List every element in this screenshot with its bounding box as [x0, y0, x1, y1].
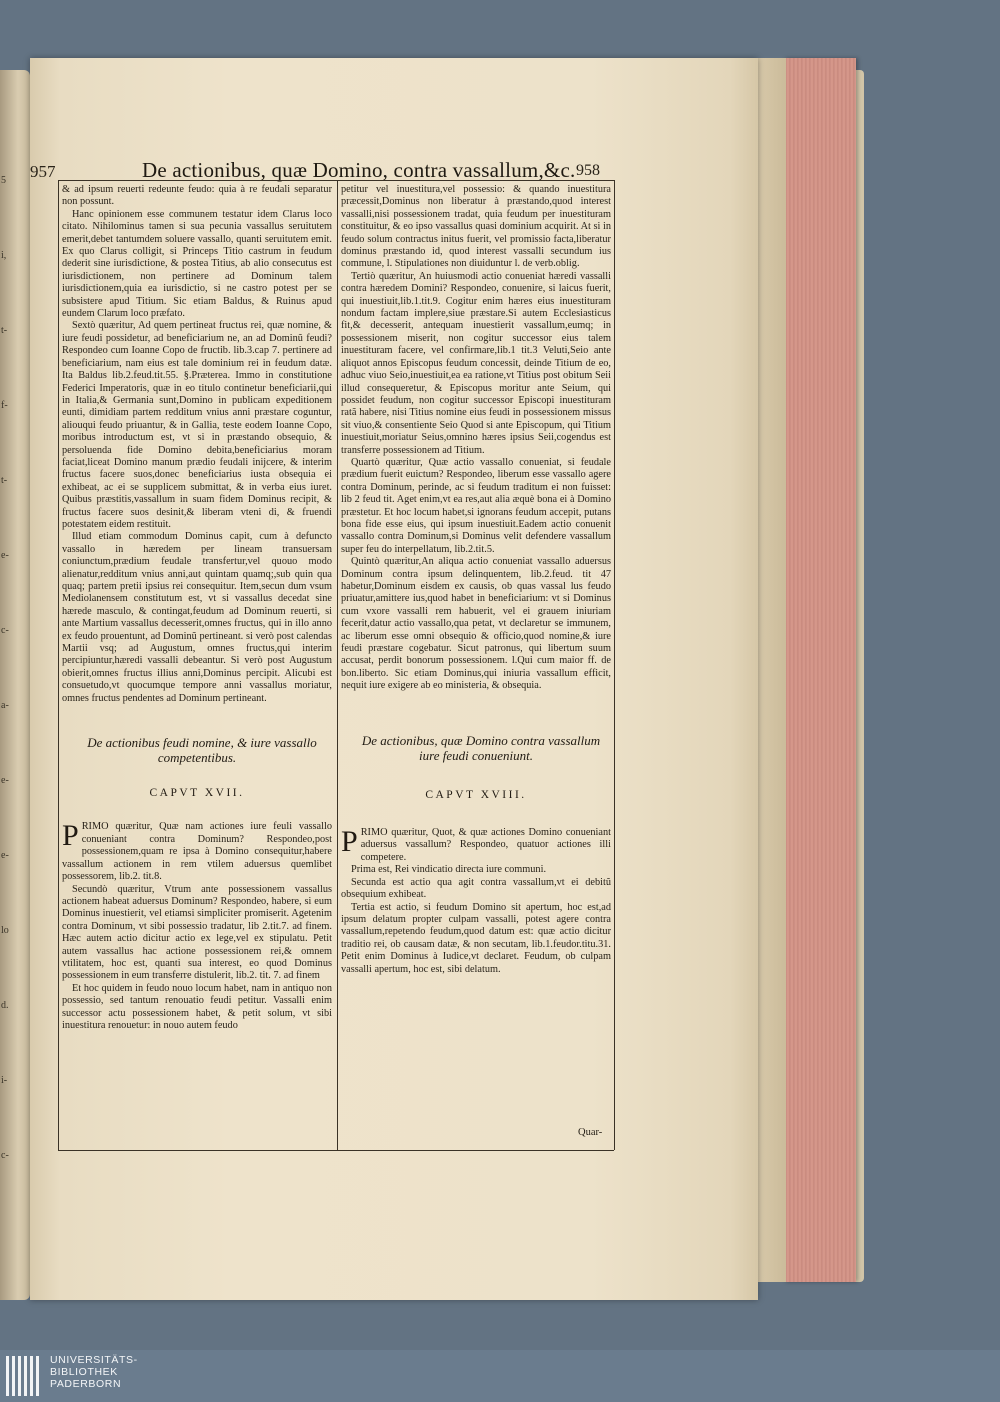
left-text-column [62, 184, 332, 1032]
edge-fragment: 5 [1, 175, 6, 186]
paragraph: Secunda est actio qua agit contra vassallum,vt ei debitũ obsequium exhibeat. [341, 876, 611, 901]
page-stack [758, 58, 786, 1282]
paragraph: Quintò quæritur,An aliqua actio conueniat vassallo aduersus Dominum contra ipsum delinquentem, lib.2.feud. tit 47 habetur,Dominum eisdem ex causis, ob quas vassal lus feudo priuatur,amittere ius,quod habet in beneficiarium: vt si Dominus cum vxore vassalli rem habuerit, vel ei grauem iniuriam fecerit,datur actio vassallo,qua petat, vt declaretur se immunem, ac liberum esse omni obsequio & officio,quod nomine,& iure feudi præstare cogebatur. Sicut patronus, qui libertum suum accusat, perdit bonorum possessionem. l.Qui cum maior ff. de bon.liberto. Sic etiam Dominus,qui iniuria vassallum efficit, nequit iure exigere ab eo ministeria, & obsequia. [341, 556, 611, 692]
right-text-column [341, 184, 611, 976]
paragraph: Hanc opinionem esse communem testatur idem Clarus loco citato. Nihilominus tamen si sua pecunia vassallus seruitutem emerit,debet tantumdem soluere vassallo, quanti seruitutem emit. Ex quo Clarus colligit, si Princeps Titio castrum in feudum dederit sine iurisdictione, & postea Titius, ab alio consecutus est iurisdictionem, non pertinere ad Dominum talem iurisdictionem,quia ea iurisdictio, si ne castro potest per se subsistere apud Titium. Sic etiam Baldus, & Ruinus apud eundem Clarum loco præfato. [62, 208, 332, 320]
edge-fragment: f- [1, 400, 8, 411]
column-rule-left [58, 180, 59, 1150]
edge-fragment: t- [1, 325, 8, 336]
paragraph: Tertia est actio, si feudum Domino sit apertum, hoc est,ad ipsum delatum propter culpam vassalli, potest agere contra vassallum,repetendo feudum,quod datum est: quæ actio dicitur traditio rei, ob causam datæ, & non secutam, lib.1.feudor.titu.31. Petit enim Dominus à Iudice,vt declaret. Feudum, ob culpam vassalli apertum, hoc est, sibi delatum. [341, 901, 611, 975]
catchword: Quar- [578, 1127, 603, 1138]
logo-line: UNIVERSITÄTS- [50, 1354, 138, 1366]
paragraph: petitur vel inuestitura,vel possessio: & quando inuestitura præcessit,Dominus non liberatur à præstando,quod interest vassalli,nisi possessionem tradat, quia feudum per inuestituram constituitur, & eo ipso vassallus quasi dominium acquirit. At si in feudo solum contractus initus fuerit, vel promissio facta,liberatur dominus præstando id, quod interest vassalli secundum ius commune, l. Stipulationes non diuiduntur l. de verb.oblig. [341, 184, 611, 270]
column-rule-middle [337, 180, 338, 1150]
library-footer-bar [0, 1350, 1000, 1402]
section-heading: De actionibus feudi nomine, & iure vassallo competentibus. [87, 735, 317, 766]
column-rule-right [614, 180, 615, 1150]
paragraph: Et hoc quidem in feudo nouo locum habet, nam in antiquo non possessio, sed tantum renouatio feudi petitur. Vassalli enim successor actu possessionem habet, & petit solum, vt sibi inuestitura renouetur: in nouo autem feudo [62, 982, 332, 1031]
logo-line: PADERBORN [50, 1378, 122, 1390]
paragraph: RIMO quæritur, Quæ nam actiones iure feuli vassallo conueniant contra Dominum? Respondeo,post possessionem,quam re ipsa à Domino consequitur,habere vassallum actionem in rem vtilem aduersus quemlibet possessorem, lib.2. tit.8. [62, 821, 332, 883]
edge-fragment: lo [1, 925, 9, 936]
paragraph: Tertiò quæritur, An huiusmodi actio conueniat hæredi vassalli contra hæredem Domini? Respondeo, conuenire, si laicus fuerit, qui inuestiuit,lib.1.tit.9. Cogitur enim hæres eius inuestituram nondum factam implere,siue præstare.Si autem Ecclesiasticus fit,& decesserit, antequam inuestierit vassallum,eumq; in possessionem miserit, non cogitur successor eius talem inuestituram facere, vel confirmare,lib.1 tit.3 Veluti,Seio ante aliquot annos Episcopus feudum concessit, deinde Titium de eo, adhuc viuo Seio,inuestiuit,ea ea ratione,vt Titius post obitum Seii illud consequeretur, & Episcopus moritur ante Seium, qui possidet feudum, non cogitur successor Episcopi inuestituram ratã habere, nisi Titius nomine eius feudi in possessionem missus sit viuo,& consentiente Seio Quod si ante Episcopum, qui Titium inuestiuit,moriatur Seius,omnino hæres ipsius Seii,cogendus est transferre possessionem ad Titium. [341, 270, 611, 456]
previous-page-edge [0, 70, 30, 1300]
folio-number-right: 958 [576, 162, 600, 179]
paragraph: Illud etiam commodum Dominus capit, cum à defuncto vassallo in hæredem per lineam transuersam coniunctum,prædium feudale transfertur,vel quouo modo alienatur,redditum vnius anni,aut quintam quamq;,sub quin qua quaq; partem pretii ipsius rei consequitur. Item,secun dum vsum Mediolanensem constitutum est, vt si vassallus decedat sine hærede masculo, & contingat,feudum ad Dominum reuerti, si ante Martium vassallus decesserit,omnes fructus, qui in illo anno ex feudo prouentunt, ad Dominũ pertineant. si verò post calendas Martii vsq; ad Augustum, omnes fructus,qui interim percipiuntur,hæredi vassalli debeantur. Si verò post Augustum obierit,omnes fructus illius anni,Dominus percipit. Alicubi est consuetudo,vt quocumque tempore anni vassallus moriatur, omnes fructus pendentes ad Dominum pertineant. [62, 531, 332, 704]
edge-fragment: e- [1, 775, 9, 786]
library-logo-icon [6, 1356, 44, 1396]
chapter-number: CAPVT XVII. [149, 787, 245, 800]
running-title: De actionibus, quæ Domino, contra vassallum,&c. [142, 158, 576, 182]
paragraph: Prima est, Rei vindicatio directa iure communi. [351, 864, 547, 876]
footer-rule [58, 1150, 614, 1151]
paragraph: Sextò quæritur, Ad quem pertineat fructus rei, quæ nomine, & iure feudi possidetur, ad beneficiarium ne, an ad Dominũ feudi? Respondeo cum Ioanne Copo de fructib. lib.3.cap 7. pertinere ad beneficiarium, nam eius est tale dominium rei in feudum datæ. Ita Baldus lib.2.feud.tit.55. §.Præterea. Immo in constitutione Federici Imperatoris, quæ in eo titulo continetur beneficiarii,qui in Italia,& Germania sunt,Domino in publicam expeditionem eunti, dimidiam partem redditum vnius anni præstare coguntur, aliouqui feudo priuantur, & in Gallia, teste eodem Ioanne Copo, moribus introductum est, vt si in præstando obsequio, & persoluenda fide Domino debita,beneficiarius moram faciat,liceat Domino manum prædio feudali inijcere, & interim fructus facere suos,donec beneficiarius iusta obsequia ei exhibeat, ac ei se supplicem submittat, & in verba eius iuret. Quibus præstitis,vassallum in suam fidem Dominus recipit, & fructus facere suos desinit,& liberam vteni di, & fruendi potestatem eidem restituit. [62, 320, 332, 530]
page-block-red-edge [784, 58, 856, 1282]
paragraph: RIMO quæritur, Quot, & quæ actiones Domino conueniant aduersus vassallum? Respondeo, quatuor actiones illi competere. [360, 827, 611, 863]
edge-fragment: i, [1, 250, 7, 261]
drop-initial: P [341, 825, 358, 859]
chapter-number: CAPVT XVIII. [425, 788, 527, 801]
edge-fragment: a- [1, 700, 9, 711]
edge-fragment: i- [1, 1075, 8, 1086]
edge-fragment: d. [1, 1000, 9, 1011]
section-heading: De actionibus, quæ Domino contra vassallum iure feudi conueniunt. [361, 732, 601, 763]
folio-number-left: 957 [30, 162, 56, 181]
edge-fragment: c- [1, 625, 9, 636]
drop-initial: P [62, 819, 79, 853]
edge-fragment: c- [1, 1150, 9, 1161]
edge-fragment: t- [1, 475, 8, 486]
library-logo-text [50, 1354, 138, 1390]
edge-fragment: e- [1, 550, 9, 561]
paragraph: Secundò quæritur, Vtrum ante possessionem vassallus actionem habeat aduersus Dominum? Respondeo, habere, si eum Dominus inuestierit, vel etiamsi simpliciter promiserit. Agetenim contra Dominum, vt sibi possessio tradatur, lib 2.tit.7. ad finem. Hæc autem actio dicitur actio ex lege,vel ex stipulatu. Petit autem vassallus hac actione possessionem rei,& omnem vtilitatem, hoc est, quanti sua interest, eo quod Dominus possessionem in eum transferre distulerit, lib.2. tit. 7. ad finem [62, 883, 332, 982]
edge-fragment: e- [1, 850, 9, 861]
paragraph: Quartò quæritur, Quæ actio vassallo conueniat, si feudale prædium fuerit euictum? Respondeo, liberum esse vassallo agere contra Dominum, perinde, ac si feudum traditum ei non fuisset: lib 2 feud tit. Aget enim,vt ea res,aut alia æquè bona ei à Domino præstetur. Et hoc locum habet,si ignorans feudum accepit, putans bona fide esse eius, qui ipsum inuestiuit.Eadem actio conuenit vassallo contra Dominum,si Dominus velit defendere vassallum super feu do interpellatum, lib.2.tit.5. [341, 456, 611, 555]
logo-line: BIBLIOTHEK [50, 1366, 118, 1378]
header-rule [58, 180, 614, 181]
paragraph: & ad ipsum reuerti redeunte feudo: quia à re feudali separatur non possunt. [62, 184, 332, 208]
